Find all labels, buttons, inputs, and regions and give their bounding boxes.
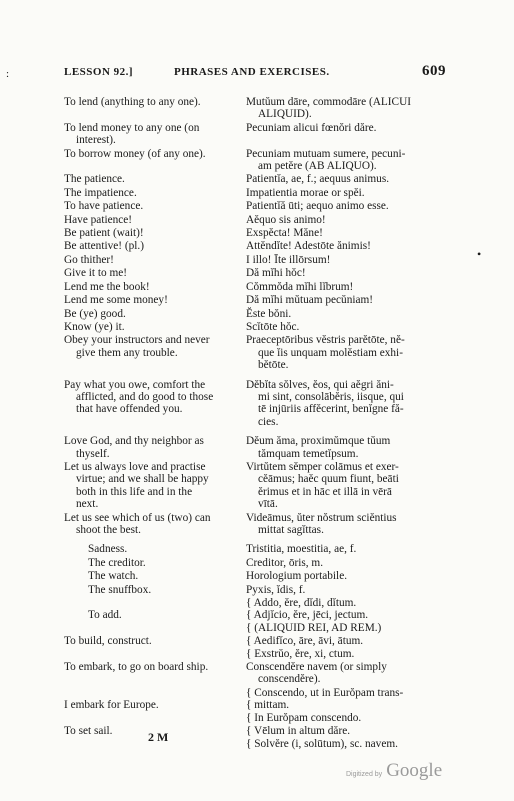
latin-translation: [246, 557, 442, 569]
english-line: interest).: [76, 134, 116, 147]
latin-translation: [246, 308, 442, 320]
lesson-label: LESSON 92.]: [64, 66, 134, 78]
latin-translation: [246, 725, 442, 750]
english-phrase: [64, 635, 246, 660]
phrase-row: [64, 570, 446, 582]
phrase-row: [64, 543, 446, 555]
page-number: 609: [422, 63, 446, 79]
digitized-watermark: [346, 760, 442, 782]
latin-translation: [246, 661, 442, 686]
english-line: Lend me the book!: [64, 280, 150, 293]
english-line: To add.: [88, 609, 122, 622]
latin-translation: [246, 461, 442, 511]
english-line: afflicted, and do good to those: [76, 390, 214, 403]
latin-translation: [246, 334, 442, 371]
latin-translation: [246, 281, 442, 293]
phrase-row: [64, 281, 446, 293]
phrase-row: [64, 597, 446, 634]
latin-line: cies.: [258, 415, 279, 428]
english-phrase: [64, 148, 246, 173]
latin-translation: [246, 294, 442, 306]
latin-line: { mittam.: [246, 699, 290, 712]
latin-line: Exspĕcta! Măne!: [246, 227, 323, 240]
latin-line: Aĕquo sis animo!: [246, 213, 326, 226]
phrase-row: [64, 512, 446, 537]
latin-translation: [246, 584, 442, 596]
latin-line: Cŏmmŏda mĭhi lĭbrum!: [246, 280, 354, 293]
phrase-row: [64, 584, 446, 596]
latin-line: mittat sagĭttas.: [258, 524, 324, 536]
english-phrase: [64, 294, 246, 306]
english-line: To lend money to any one (on: [64, 121, 200, 134]
latin-line: Conscendĕre navem (or simply: [246, 661, 387, 674]
english-phrase: [64, 227, 246, 239]
english-line: [64, 687, 242, 699]
latin-line: Pyxis, ĭdis, f.: [246, 583, 306, 596]
phrase-row: [64, 122, 446, 147]
latin-line: mi sint, consolābĕris, iisque, qui: [258, 390, 404, 403]
english-line: Be patient (wait)!: [64, 227, 144, 240]
english-phrase: [64, 379, 246, 429]
english-phrase: [64, 661, 246, 686]
english-phrase: [64, 267, 246, 279]
latin-line: { Adjĭcio, ĕre, jēci, jectum.: [246, 609, 369, 622]
english-phrase: [64, 281, 246, 293]
phrase-row: [64, 96, 446, 121]
english-line: that have offended you.: [76, 403, 183, 416]
english-line: To build, construct.: [64, 635, 152, 648]
english-line: Love God, and thy neighbor as: [64, 435, 204, 448]
latin-line: cĕāmus; haĕc quum fiunt, beāti: [258, 473, 399, 486]
latin-translation: [246, 96, 442, 121]
english-line: Sadness.: [88, 543, 128, 556]
phrase-row: [64, 334, 446, 371]
latin-line: ALIQUID).: [258, 108, 312, 121]
phrase-row: [64, 294, 446, 306]
english-line: To borrow money (of any one).: [64, 147, 206, 160]
english-line: I embark for Europe.: [64, 699, 159, 712]
english-phrase: [64, 597, 246, 634]
english-line: Let us see which of us (two) can: [64, 511, 211, 524]
phrase-row: [64, 214, 446, 226]
latin-translation: [246, 267, 442, 279]
phrase-row: [64, 557, 446, 569]
english-phrase: [64, 687, 246, 724]
english-line: Lend me some money!: [64, 294, 168, 307]
phrase-row: [64, 173, 446, 185]
phrase-row: [64, 661, 446, 686]
latin-line: Dĕum ăma, proximŭmque tŭum: [246, 435, 391, 448]
latin-translation: [246, 543, 442, 555]
latin-line: vītā.: [258, 498, 278, 511]
english-phrase: [64, 96, 246, 121]
phrase-row: [64, 635, 446, 660]
english-line: The snuffbox.: [88, 583, 152, 596]
english-phrase: [64, 308, 246, 320]
english-phrase: [64, 461, 246, 511]
latin-line: Attĕndĭte! Adestōte ănimis!: [246, 240, 371, 253]
latin-line: { Addo, ĕre, dĭdi, dĭtum.: [246, 597, 357, 610]
phrase-row: [64, 725, 446, 750]
latin-line: Scĭtōte hŏc.: [246, 320, 300, 333]
latin-line: Creditor, ōris, m.: [246, 556, 324, 569]
english-line: Have patience!: [64, 213, 133, 226]
latin-translation: [246, 187, 442, 199]
english-line: The watch.: [88, 570, 139, 583]
latin-line: { Solvĕre (i, solūtum), sc. navem.: [246, 737, 398, 750]
latin-translation: [246, 570, 442, 582]
phrase-row: [64, 379, 446, 429]
latin-translation: [246, 227, 442, 239]
phrase-row: [64, 200, 446, 212]
latin-line: Mutŭum dāre, commodāre (ALICUI: [246, 96, 412, 108]
running-header: [64, 63, 446, 84]
english-line: Go thither!: [64, 253, 114, 266]
latin-translation: [246, 512, 442, 537]
english-line: Let us always love and practise: [64, 460, 206, 473]
latin-line: Tristitia, moestitia, ae, f.: [246, 543, 357, 556]
latin-translation: [246, 240, 442, 252]
latin-translation: [246, 379, 442, 429]
latin-line: tē injūriis affĕcerint, benĭgne fă-: [258, 403, 404, 416]
watermark-brand: Google: [386, 760, 443, 781]
latin-line: Patientĭa, ae, f.; aequus animus.: [246, 173, 390, 186]
english-line: Obey your instructors and never: [64, 334, 210, 347]
english-phrase: [64, 557, 246, 569]
english-phrase: [64, 173, 246, 185]
english-phrase: [64, 512, 246, 537]
latin-translation: [246, 200, 442, 212]
latin-line: conscendĕre).: [258, 673, 321, 686]
english-line: Be (ye) good.: [64, 307, 126, 320]
latin-translation: [246, 214, 442, 226]
english-phrase: [64, 200, 246, 212]
latin-translation: [246, 435, 442, 460]
phrase-row: [64, 240, 446, 252]
english-phrase: [64, 187, 246, 199]
english-line: give them any trouble.: [76, 346, 178, 359]
latin-translation: [246, 635, 442, 660]
english-phrase: [64, 584, 246, 596]
latin-line: { Exstrŭo, ĕre, xi, ctum.: [246, 647, 355, 660]
margin-mark-right: •: [477, 247, 482, 261]
latin-line: Dă mĭhi mŭtuam pecŭniam!: [246, 294, 374, 307]
latin-line: { Conscendo, ut in Eurŏpam trans-: [246, 686, 404, 699]
english-phrase: [64, 321, 246, 333]
watermark-by: Digitized by: [346, 771, 383, 778]
english-line: To have patience.: [64, 200, 144, 213]
latin-line: Impatientia morae or spĕi.: [246, 186, 365, 199]
english-line: Pay what you owe, comfort the: [64, 378, 206, 391]
latin-line: { (ALIQUID REI, AD REM.): [246, 621, 382, 634]
english-phrase: [64, 334, 246, 371]
english-line: To lend (anything to any one).: [64, 96, 201, 108]
latin-line: Pecuniam mutuam sumere, pecuni-: [246, 147, 406, 160]
phrase-row: [64, 267, 446, 279]
latin-line: Dă mĭhi hŏc!: [246, 267, 306, 280]
latin-translation: [246, 597, 442, 634]
latin-line: Horologium portabile.: [246, 570, 348, 583]
latin-translation: [246, 122, 442, 147]
header-title: PHRASES AND EXERCISES.: [174, 66, 330, 78]
english-phrase: [64, 240, 246, 252]
english-line: The impatience.: [64, 186, 137, 199]
latin-line: Virtŭtem sĕmper colāmus et exer-: [246, 460, 399, 473]
phrase-row: [64, 308, 446, 320]
latin-translation: [246, 148, 442, 173]
latin-line: am petĕre (AB ALIQUO).: [258, 160, 377, 173]
latin-translation: [246, 173, 442, 185]
latin-line: Videāmus, ŭter nŏstrum sciĕntius: [246, 511, 397, 524]
signature-mark: 2 M: [148, 730, 169, 744]
phrase-row: [64, 321, 446, 333]
phrase-row: [64, 687, 446, 724]
english-line: virtue; and we shall be happy: [76, 473, 209, 486]
latin-line: que ĭis unquam molĕstiam exhi-: [258, 346, 403, 359]
english-line: shoot the best.: [76, 524, 141, 536]
latin-line: Dĕbĭta sŏlves, ĕos, qui aĕgri ăni-: [246, 378, 394, 391]
phrase-row: [64, 461, 446, 511]
english-line: [88, 597, 242, 609]
english-phrase: [64, 570, 246, 582]
phrase-list: [64, 96, 446, 751]
english-line: Give it to me!: [64, 267, 128, 280]
english-line: The patience.: [64, 173, 125, 186]
latin-line: { Vēlum in altum dăre.: [246, 725, 351, 738]
phrase-row: [64, 435, 446, 460]
english-line: both in this life and in the: [76, 485, 193, 498]
english-phrase: [64, 122, 246, 147]
english-line: thyself.: [76, 447, 110, 460]
phrase-row: [64, 148, 446, 173]
latin-line: Ĕste bŏni.: [246, 307, 292, 320]
latin-line: tămquam temetĭpsum.: [258, 447, 359, 460]
english-phrase: [64, 254, 246, 266]
english-phrase: [64, 543, 246, 555]
english-line: To embark, to go on board ship.: [64, 661, 209, 674]
latin-line: Pecuniam alicui fœnŏri dăre.: [246, 121, 377, 134]
english-phrase: [64, 214, 246, 226]
latin-line: Praeceptōribus vĕstris parĕtōte, nĕ-: [246, 334, 405, 347]
latin-translation: [246, 321, 442, 333]
latin-translation: [246, 254, 442, 266]
phrase-row: [64, 187, 446, 199]
margin-mark-left: :: [6, 68, 10, 80]
latin-line: I illo! Īte illōrsum!: [246, 253, 331, 266]
english-line: To set sail.: [64, 725, 113, 738]
latin-line: Patientĭă ūti; aequo animo esse.: [246, 200, 389, 213]
english-line: next.: [76, 498, 99, 511]
phrase-row: [64, 227, 446, 239]
latin-line: bĕtōte.: [258, 359, 289, 372]
english-phrase: [64, 435, 246, 460]
english-line: The creditor.: [88, 556, 146, 569]
latin-line: { In Eurŏpam conscendo.: [246, 711, 362, 724]
english-line: Know (ye) it.: [64, 320, 125, 333]
phrase-row: [64, 254, 446, 266]
latin-line: ĕrimus et in hāc et illā in vērā: [258, 485, 392, 498]
latin-line: { Aedifĭco, āre, āvi, ātum.: [246, 635, 364, 648]
latin-translation: [246, 687, 442, 724]
english-line: Be attentive! (pl.): [64, 240, 144, 253]
